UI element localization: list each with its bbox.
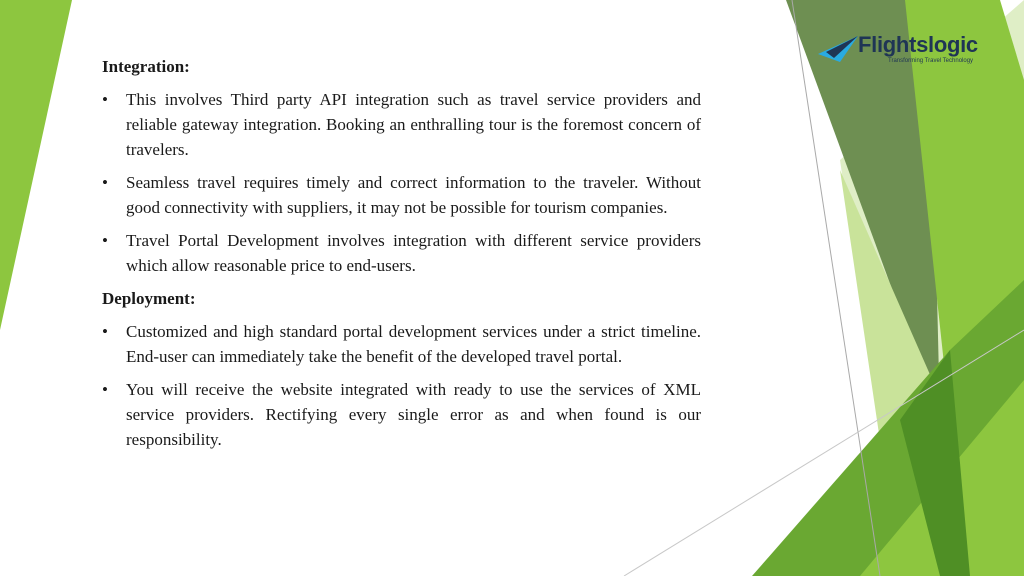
bullet-marker: • [102, 231, 108, 250]
bullet-item [102, 170, 701, 220]
logo-name: Flightslogic [858, 32, 978, 57]
bullet-text: Customized and high standard portal development services under a strict timeline. End-user can immediately take the benefit of the developed travel portal. [126, 322, 701, 366]
bullet-text: Seamless travel requires timely and correct information to the traveler. Without good connectivity with suppliers, it may not be possible for tourism companies. [126, 173, 701, 217]
bullet-text: Travel Portal Development involves integration with different service providers which allow reasonable price to end-users. [126, 231, 701, 275]
bullet-marker: • [102, 380, 108, 399]
logo-tagline: Transforming Travel Technology [888, 58, 974, 64]
bullet-marker: • [102, 322, 108, 341]
paper-plane-icon [818, 36, 858, 64]
section-integration [102, 54, 701, 278]
bullet-marker: • [102, 90, 108, 109]
bullet-text: This involves Third party API integration such as travel service providers and reliable gateway integration. Booking an enthralling tour is the foremost concern of travelers. [126, 90, 701, 159]
section-heading: Integration: [102, 57, 190, 76]
slide-content [102, 54, 701, 460]
bullet-item [102, 319, 701, 369]
bullet-list [102, 319, 701, 452]
flightslogic-logo [818, 32, 988, 72]
bullet-marker: • [102, 173, 108, 192]
bullet-item [102, 228, 701, 278]
bullet-text: You will receive the website integrated with ready to use the services of XML service providers. Rectifying every single error as and when found is our responsibility. [126, 380, 701, 449]
bullet-item [102, 377, 701, 452]
bullet-list [102, 87, 701, 278]
left-green-stripe [0, 0, 72, 330]
section-heading: Deployment: [102, 289, 196, 308]
section-deployment [102, 286, 701, 452]
bullet-item [102, 87, 701, 162]
